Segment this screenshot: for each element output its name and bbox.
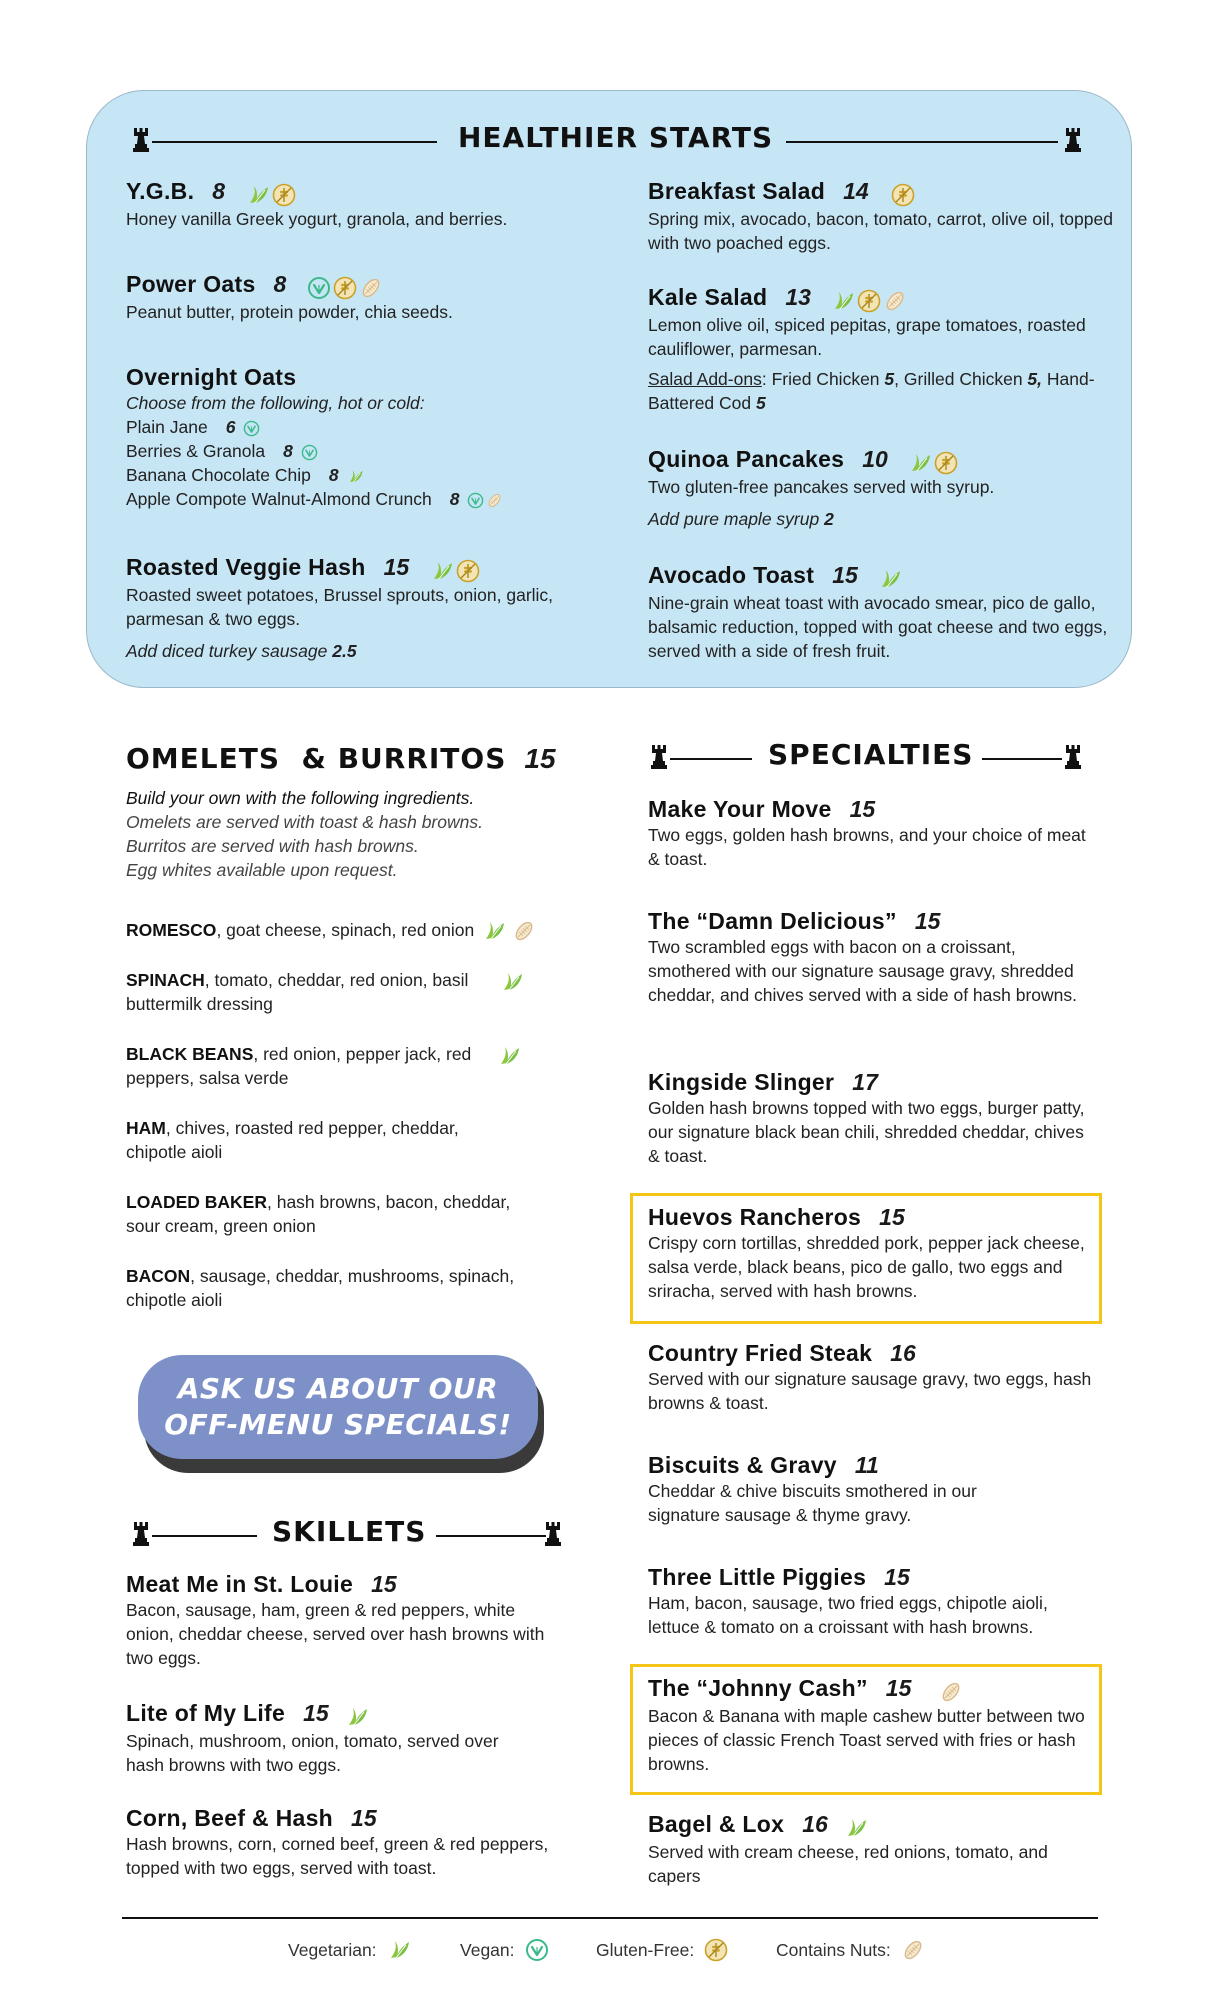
nuts-icon xyxy=(883,289,907,313)
item-description: Spring mix, avocado, bacon, tomato, carrot, olive oil, topped with two poached eggs. xyxy=(648,208,1113,253)
legend-label: Vegan: xyxy=(460,1939,515,1960)
gluten-free-icon xyxy=(891,183,915,207)
menu-item-johnny-cash xyxy=(648,1675,1088,1776)
gluten-free-icon xyxy=(456,559,480,583)
item-description: Nine-grain wheat toast with avocado smear, pico de gallo, balsamic reduction, topped with goat cheese and two eggs, served with a side of fresh fruit. xyxy=(648,592,1108,661)
item-name: Quinoa Pancakes xyxy=(648,446,845,472)
nuts-icon xyxy=(512,919,536,943)
menu-item-huevos-rancheros xyxy=(648,1204,1088,1303)
menu-item-make-your-move xyxy=(648,796,1088,871)
gluten-free-icon xyxy=(704,1938,728,1962)
vegetarian-icon xyxy=(908,451,932,475)
menu-item-overnight-oats xyxy=(126,364,596,511)
item-name: The “Damn Delicious” xyxy=(648,908,897,934)
nuts-icon xyxy=(901,1938,925,1962)
item-name: Roasted Veggie Hash xyxy=(126,554,366,580)
item-name: Overnight Oats xyxy=(126,364,297,390)
rook-icon xyxy=(648,743,670,769)
section-title-skillets: SKILLETS xyxy=(272,1515,427,1548)
item-price: 15 xyxy=(351,1805,377,1831)
oats-option: Banana Chocolate Chip 8 xyxy=(126,463,596,487)
item-price: 8 xyxy=(212,178,226,204)
item-price: 15 xyxy=(832,562,858,588)
omelets-heading xyxy=(126,742,556,775)
menu-item-avocado-toast xyxy=(648,562,1118,663)
omelet-option-romesco: ROMESCO, goat cheese, spinach, red onion xyxy=(126,918,566,943)
legend-gluten-free xyxy=(596,1938,728,1962)
item-description: Roasted sweet potatoes, Brussel sprouts, onion, garlic, parmesan & two eggs. xyxy=(126,584,554,629)
item-name: Bagel & Lox xyxy=(648,1811,785,1837)
rook-icon xyxy=(1062,743,1084,769)
vegan-icon xyxy=(243,420,260,437)
item-price: 17 xyxy=(852,1069,878,1095)
vegetarian-icon xyxy=(878,567,902,591)
vegetarian-icon xyxy=(500,970,524,999)
item-addon: Add pure maple syrup 2 xyxy=(648,508,834,529)
item-price: 15 xyxy=(303,1700,329,1726)
divider-line xyxy=(152,141,437,143)
gluten-free-icon xyxy=(857,289,881,313)
item-description: Peanut butter, protein powder, chia seeds. xyxy=(126,301,453,322)
gluten-free-icon xyxy=(272,183,296,207)
item-name: Biscuits & Gravy xyxy=(648,1452,837,1478)
item-price: 15 xyxy=(885,1675,912,1701)
menu-item-kingside-slinger xyxy=(648,1069,1088,1168)
omelet-option-ham: HAM, chives, roasted red pepper, cheddar, chipotle aioli xyxy=(126,1118,459,1162)
item-description: Hash browns, corn, corned beef, green & red peppers, topped with two eggs, served with toast. xyxy=(126,1834,549,1878)
vegetarian-icon xyxy=(497,1044,521,1073)
item-price: 16 xyxy=(890,1340,916,1366)
vegetarian-icon xyxy=(246,183,270,207)
item-description: Golden hash browns topped with two eggs, burger patty, our signature black bean chili, shredded cheddar, chives & toast. xyxy=(648,1098,1085,1166)
menu-item-power-oats xyxy=(126,271,596,324)
item-description: Crispy corn tortillas, shredded pork, pepper jack cheese, salsa verde, black beans, pico de gallo, two eggs and sriracha, served with hash browns. xyxy=(648,1233,1085,1301)
item-price: 10 xyxy=(862,446,888,472)
item-description: Served with cream cheese, red onions, tomato, and capers xyxy=(648,1841,1048,1886)
item-description: Honey vanilla Greek yogurt, granola, and berries. xyxy=(126,208,508,229)
nuts-icon xyxy=(486,492,503,509)
item-name: The “Johnny Cash” xyxy=(648,1675,868,1701)
item-price: 11 xyxy=(854,1452,879,1478)
divider-line xyxy=(982,758,1062,760)
item-name: Kale Salad xyxy=(648,284,768,310)
divider-line xyxy=(152,1535,257,1537)
item-description: Two gluten-free pancakes served with syrup. xyxy=(648,476,995,497)
menu-item-lite-of-my-life xyxy=(126,1700,596,1777)
divider-line xyxy=(670,758,752,760)
section-title-specialties: SPECIALTIES xyxy=(768,738,974,771)
oats-option: Apple Compote Walnut-Almond Crunch 8 xyxy=(126,487,596,511)
divider-line xyxy=(436,1535,546,1537)
menu-item-roasted-veggie-hash xyxy=(126,554,596,663)
omelet-option-spinach: SPINACH, tomato, cheddar, red onion, basil buttermilk dressing xyxy=(126,970,469,1014)
vegetarian-icon xyxy=(430,559,454,583)
item-name: Country Fried Steak xyxy=(648,1340,873,1366)
legend-label: Contains Nuts: xyxy=(776,1939,891,1960)
item-description: Lemon olive oil, spiced pepitas, grape tomatoes, roasted cauliflower, parmesan. xyxy=(648,314,1086,359)
menu-item-bagel-lox xyxy=(648,1811,1098,1888)
off-menu-specials-banner xyxy=(138,1355,544,1473)
menu-item-quinoa-pancakes xyxy=(648,446,1118,531)
item-description: Cheddar & chive biscuits smothered in our signature sausage & thyme gravy. xyxy=(648,1481,977,1525)
item-note: Choose from the following, hot or cold: xyxy=(126,393,425,413)
vegetarian-icon xyxy=(482,919,506,943)
rook-icon xyxy=(130,1520,152,1546)
menu-item-corn-beef-hash xyxy=(126,1805,596,1880)
nuts-icon xyxy=(939,1680,963,1704)
item-description: Two eggs, golden hash browns, and your choice of meat & toast. xyxy=(648,825,1086,869)
vegan-icon xyxy=(301,444,318,461)
item-price: 13 xyxy=(785,284,811,310)
menu-item-damn-delicious xyxy=(648,908,1098,1007)
legend-vegetarian xyxy=(288,1938,411,1962)
divider-line xyxy=(786,141,1058,143)
omelet-option-loaded-baker: LOADED BAKER, hash browns, bacon, cheddar, sour cream, green onion xyxy=(126,1192,511,1236)
omelet-option-black-beans: BLACK BEANS, red onion, pepper jack, red peppers, salsa verde xyxy=(126,1044,472,1088)
rook-icon xyxy=(1062,126,1084,152)
vegetarian-icon xyxy=(844,1816,868,1840)
menu-item-kale-salad xyxy=(648,284,1118,415)
item-description: Served with our signature sausage gravy, two eggs, hash browns & toast. xyxy=(648,1369,1092,1413)
item-name: Avocado Toast xyxy=(648,562,815,588)
nuts-icon xyxy=(359,276,383,300)
item-price: 15 xyxy=(383,554,410,580)
banner-face: ASK US ABOUT OUR OFF-MENU SPECIALS! xyxy=(138,1355,538,1459)
vegetarian-icon xyxy=(387,1938,411,1962)
section-title-omelets: OMELETS & BURRITOS xyxy=(126,742,507,775)
vegan-icon xyxy=(525,1938,549,1962)
legend-vegan xyxy=(460,1938,549,1962)
vegetarian-icon xyxy=(831,289,855,313)
item-price: 15 xyxy=(884,1564,910,1590)
item-name: Kingside Slinger xyxy=(648,1069,835,1095)
menu-item-ygb xyxy=(126,178,596,231)
vegan-icon xyxy=(307,276,331,300)
vegetarian-icon xyxy=(347,468,364,485)
item-price: 15 xyxy=(371,1571,397,1597)
vegetarian-icon xyxy=(345,1705,369,1729)
section-price: 15 xyxy=(524,743,556,774)
item-addon: Add diced turkey sausage 2.5 xyxy=(126,640,357,661)
omelet-option-bacon: BACON, sausage, cheddar, mushrooms, spinach, chipotle aioli xyxy=(126,1266,515,1310)
footer-divider xyxy=(122,1917,1098,1919)
item-name: Meat Me in St. Louie xyxy=(126,1571,354,1597)
item-price: 15 xyxy=(914,908,941,934)
oats-option: Berries & Granola 8 xyxy=(126,439,596,463)
rook-icon xyxy=(130,126,152,152)
legend-label: Gluten-Free: xyxy=(596,1939,695,1960)
item-price: 14 xyxy=(843,178,869,204)
item-name: Breakfast Salad xyxy=(648,178,826,204)
item-name: Y.G.B. xyxy=(126,178,195,204)
menu-item-three-little-piggies xyxy=(648,1564,1098,1639)
menu-item-breakfast-salad xyxy=(648,178,1118,255)
item-price: 15 xyxy=(879,1204,905,1230)
gluten-free-icon xyxy=(934,451,958,475)
item-name: Three Little Piggies xyxy=(648,1564,867,1590)
item-name: Power Oats xyxy=(126,271,256,297)
legend-label: Vegetarian: xyxy=(288,1939,377,1960)
item-description: Bacon, sausage, ham, green & red peppers, white onion, cheddar cheese, served over hash browns with two eggs. xyxy=(126,1600,545,1668)
section-title-healthier: HEALTHIER STARTS xyxy=(458,121,774,154)
omelets-intro: Build your own with the following ingredients. Omelets are served with toast & hash browns. Burritos are served with hash browns. Egg whites available upon request. xyxy=(126,788,483,880)
gluten-free-icon xyxy=(333,276,357,300)
rook-icon xyxy=(542,1520,564,1546)
item-name: Lite of My Life xyxy=(126,1700,286,1726)
item-description: Spinach, mushroom, onion, tomato, served over hash browns with two eggs. xyxy=(126,1730,499,1775)
item-price: 15 xyxy=(849,796,876,822)
item-name: Huevos Rancheros xyxy=(648,1204,862,1230)
item-name: Corn, Beef & Hash xyxy=(126,1805,334,1831)
menu-item-biscuits-gravy xyxy=(648,1452,1038,1527)
menu-item-country-fried-steak xyxy=(648,1340,1098,1415)
item-description: Ham, bacon, sausage, two fried eggs, chipotle aioli, lettuce & tomato on a croissant with hash browns. xyxy=(648,1593,1048,1637)
item-description: Two scrambled eggs with bacon on a croissant, smothered with our signature sausage gravy, shredded cheddar, and chives served with a side of hash browns. xyxy=(648,937,1077,1005)
oats-option: Plain Jane 6 xyxy=(126,415,596,439)
item-description: Bacon & Banana with maple cashew butter between two pieces of classic French Toast served with fries or hash browns. xyxy=(648,1705,1085,1774)
item-price: 8 xyxy=(273,271,287,297)
menu-item-meat-me-in-st-louie xyxy=(126,1571,596,1670)
legend-nuts xyxy=(776,1938,925,1962)
item-price: 16 xyxy=(802,1811,828,1837)
salad-addons: Salad Add-ons: Fried Chicken 5, Grilled Chicken 5, Hand-Battered Cod 5 xyxy=(648,368,1095,413)
item-name: Make Your Move xyxy=(648,796,832,822)
vegan-icon xyxy=(467,492,484,509)
